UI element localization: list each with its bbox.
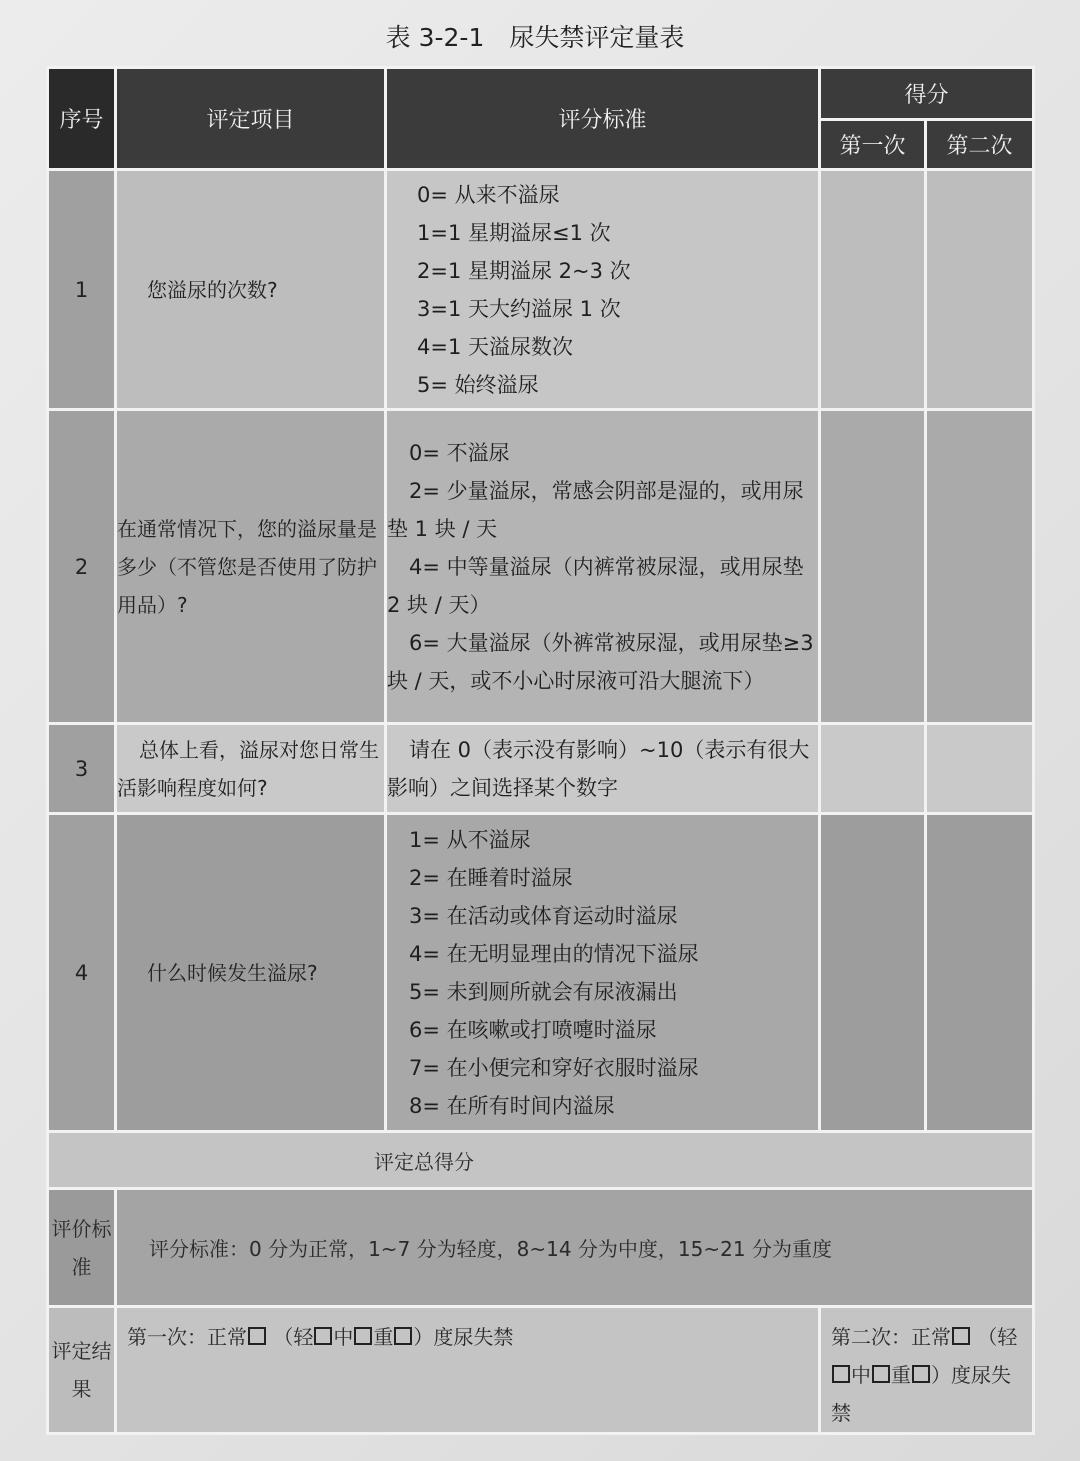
row-criteria bbox=[386, 410, 820, 724]
score-second-cell[interactable] bbox=[926, 724, 1034, 814]
table-title: 表 3-2-1 尿失禁评定量表 bbox=[385, 23, 685, 52]
score-second-cell[interactable] bbox=[926, 410, 1034, 724]
result-second bbox=[820, 1307, 1034, 1434]
checkbox-severe[interactable] bbox=[912, 1365, 930, 1383]
evaluation-label: 评价标准 bbox=[48, 1189, 116, 1307]
header-criteria: 评分标准 bbox=[386, 68, 820, 170]
criteria-line: 6= 大量溢尿（外裤常被尿湿，或用尿垫≥3 块 / 天，或不小心时尿液可沿大腿流下） bbox=[387, 630, 814, 693]
score-first-cell[interactable] bbox=[820, 814, 926, 1132]
criteria-line: 3= 在活动或体育运动时溢尿 bbox=[409, 903, 678, 928]
checkbox-normal[interactable] bbox=[248, 1327, 266, 1345]
result-first-suffix: ）度尿失禁 bbox=[413, 1325, 514, 1349]
header-score: 得分 bbox=[820, 68, 1034, 120]
total-row bbox=[48, 1132, 1034, 1189]
header-first: 第一次 bbox=[820, 120, 926, 170]
row-number: 3 bbox=[48, 724, 116, 814]
criteria-line: 请在 0（表示没有影响）~10（表示有很大影响）之间选择某个数字 bbox=[387, 737, 810, 800]
total-score-label: 评定总得分 bbox=[48, 1132, 1034, 1189]
result-row bbox=[48, 1307, 1034, 1434]
checkbox-mild[interactable] bbox=[832, 1365, 850, 1383]
header-item: 评定项目 bbox=[116, 68, 386, 170]
score-first-cell[interactable] bbox=[820, 410, 926, 724]
evaluation-text: 评分标准：0 分为正常，1~7 分为轻度，8~14 分为中度，15~21 分为重度 bbox=[116, 1189, 1034, 1307]
criteria-line: 2= 少量溢尿，常感会阴部是湿的，或用尿垫 1 块 / 天 bbox=[387, 478, 804, 541]
incontinence-scale-table bbox=[46, 66, 1035, 1435]
criteria-line: 0= 从来不溢尿 bbox=[417, 182, 560, 207]
result-second-mid-b: 重 bbox=[891, 1363, 911, 1387]
result-first bbox=[116, 1307, 820, 1434]
row-item: 总体上看，溢尿对您日常生活影响程度如何? bbox=[116, 724, 386, 814]
result-first-mid-open: （轻 bbox=[273, 1325, 314, 1349]
row-number: 1 bbox=[48, 170, 116, 410]
table-row bbox=[48, 814, 1034, 1132]
criteria-line: 0= 不溢尿 bbox=[409, 440, 510, 465]
score-first-cell[interactable] bbox=[820, 170, 926, 410]
checkbox-normal[interactable] bbox=[952, 1327, 970, 1345]
criteria-line: 5= 始终溢尿 bbox=[417, 372, 539, 397]
criteria-line: 7= 在小便完和穿好衣服时溢尿 bbox=[409, 1055, 699, 1080]
criteria-line: 3=1 天大约溢尿 1 次 bbox=[417, 296, 621, 321]
row-item: 在通常情况下，您的溢尿量是多少（不管您是否使用了防护用品）? bbox=[116, 410, 386, 724]
result-second-suffix: ）度尿失禁 bbox=[831, 1363, 1011, 1425]
result-first-mid-a: 中 bbox=[333, 1325, 354, 1349]
criteria-line: 8= 在所有时间内溢尿 bbox=[409, 1093, 615, 1118]
checkbox-moderate[interactable] bbox=[354, 1327, 372, 1345]
row-item: 什么时候发生溢尿? bbox=[116, 814, 386, 1132]
score-second-cell[interactable] bbox=[926, 814, 1034, 1132]
criteria-line: 1=1 星期溢尿≤1 次 bbox=[417, 220, 611, 245]
score-second-cell[interactable] bbox=[926, 170, 1034, 410]
row-criteria bbox=[386, 724, 820, 814]
result-first-prefix: 第一次：正常 bbox=[127, 1325, 247, 1349]
criteria-line: 5= 未到厕所就会有尿液漏出 bbox=[409, 979, 678, 1004]
criteria-line: 2=1 星期溢尿 2~3 次 bbox=[417, 258, 631, 283]
header-second: 第二次 bbox=[926, 120, 1034, 170]
evaluation-row bbox=[48, 1189, 1034, 1307]
criteria-line: 4= 在无明显理由的情况下溢尿 bbox=[409, 941, 699, 966]
criteria-line: 6= 在咳嗽或打喷嚏时溢尿 bbox=[409, 1017, 657, 1042]
criteria-line: 4= 中等量溢尿（内裤常被尿湿，或用尿垫 2 块 / 天） bbox=[387, 554, 804, 617]
criteria-line: 4=1 天溢尿数次 bbox=[417, 334, 573, 359]
table-row bbox=[48, 410, 1034, 724]
result-label: 评定结果 bbox=[48, 1307, 116, 1434]
result-second-prefix: 第二次：正常 bbox=[831, 1325, 951, 1349]
result-first-mid-b: 重 bbox=[373, 1325, 394, 1349]
criteria-line: 1= 从不溢尿 bbox=[409, 827, 531, 852]
checkbox-moderate[interactable] bbox=[872, 1365, 890, 1383]
table-row bbox=[48, 170, 1034, 410]
row-criteria bbox=[386, 170, 820, 410]
result-second-mid-open: （轻 bbox=[977, 1325, 1018, 1349]
row-number: 2 bbox=[48, 410, 116, 724]
row-number: 4 bbox=[48, 814, 116, 1132]
checkbox-mild[interactable] bbox=[314, 1327, 332, 1345]
checkbox-severe[interactable] bbox=[394, 1327, 412, 1345]
score-first-cell[interactable] bbox=[820, 724, 926, 814]
row-criteria bbox=[386, 814, 820, 1132]
table-row bbox=[48, 724, 1034, 814]
result-second-mid-a: 中 bbox=[851, 1363, 871, 1387]
row-item: 您溢尿的次数? bbox=[116, 170, 386, 410]
header-seq: 序号 bbox=[48, 68, 116, 170]
criteria-line: 2= 在睡着时溢尿 bbox=[409, 865, 573, 890]
